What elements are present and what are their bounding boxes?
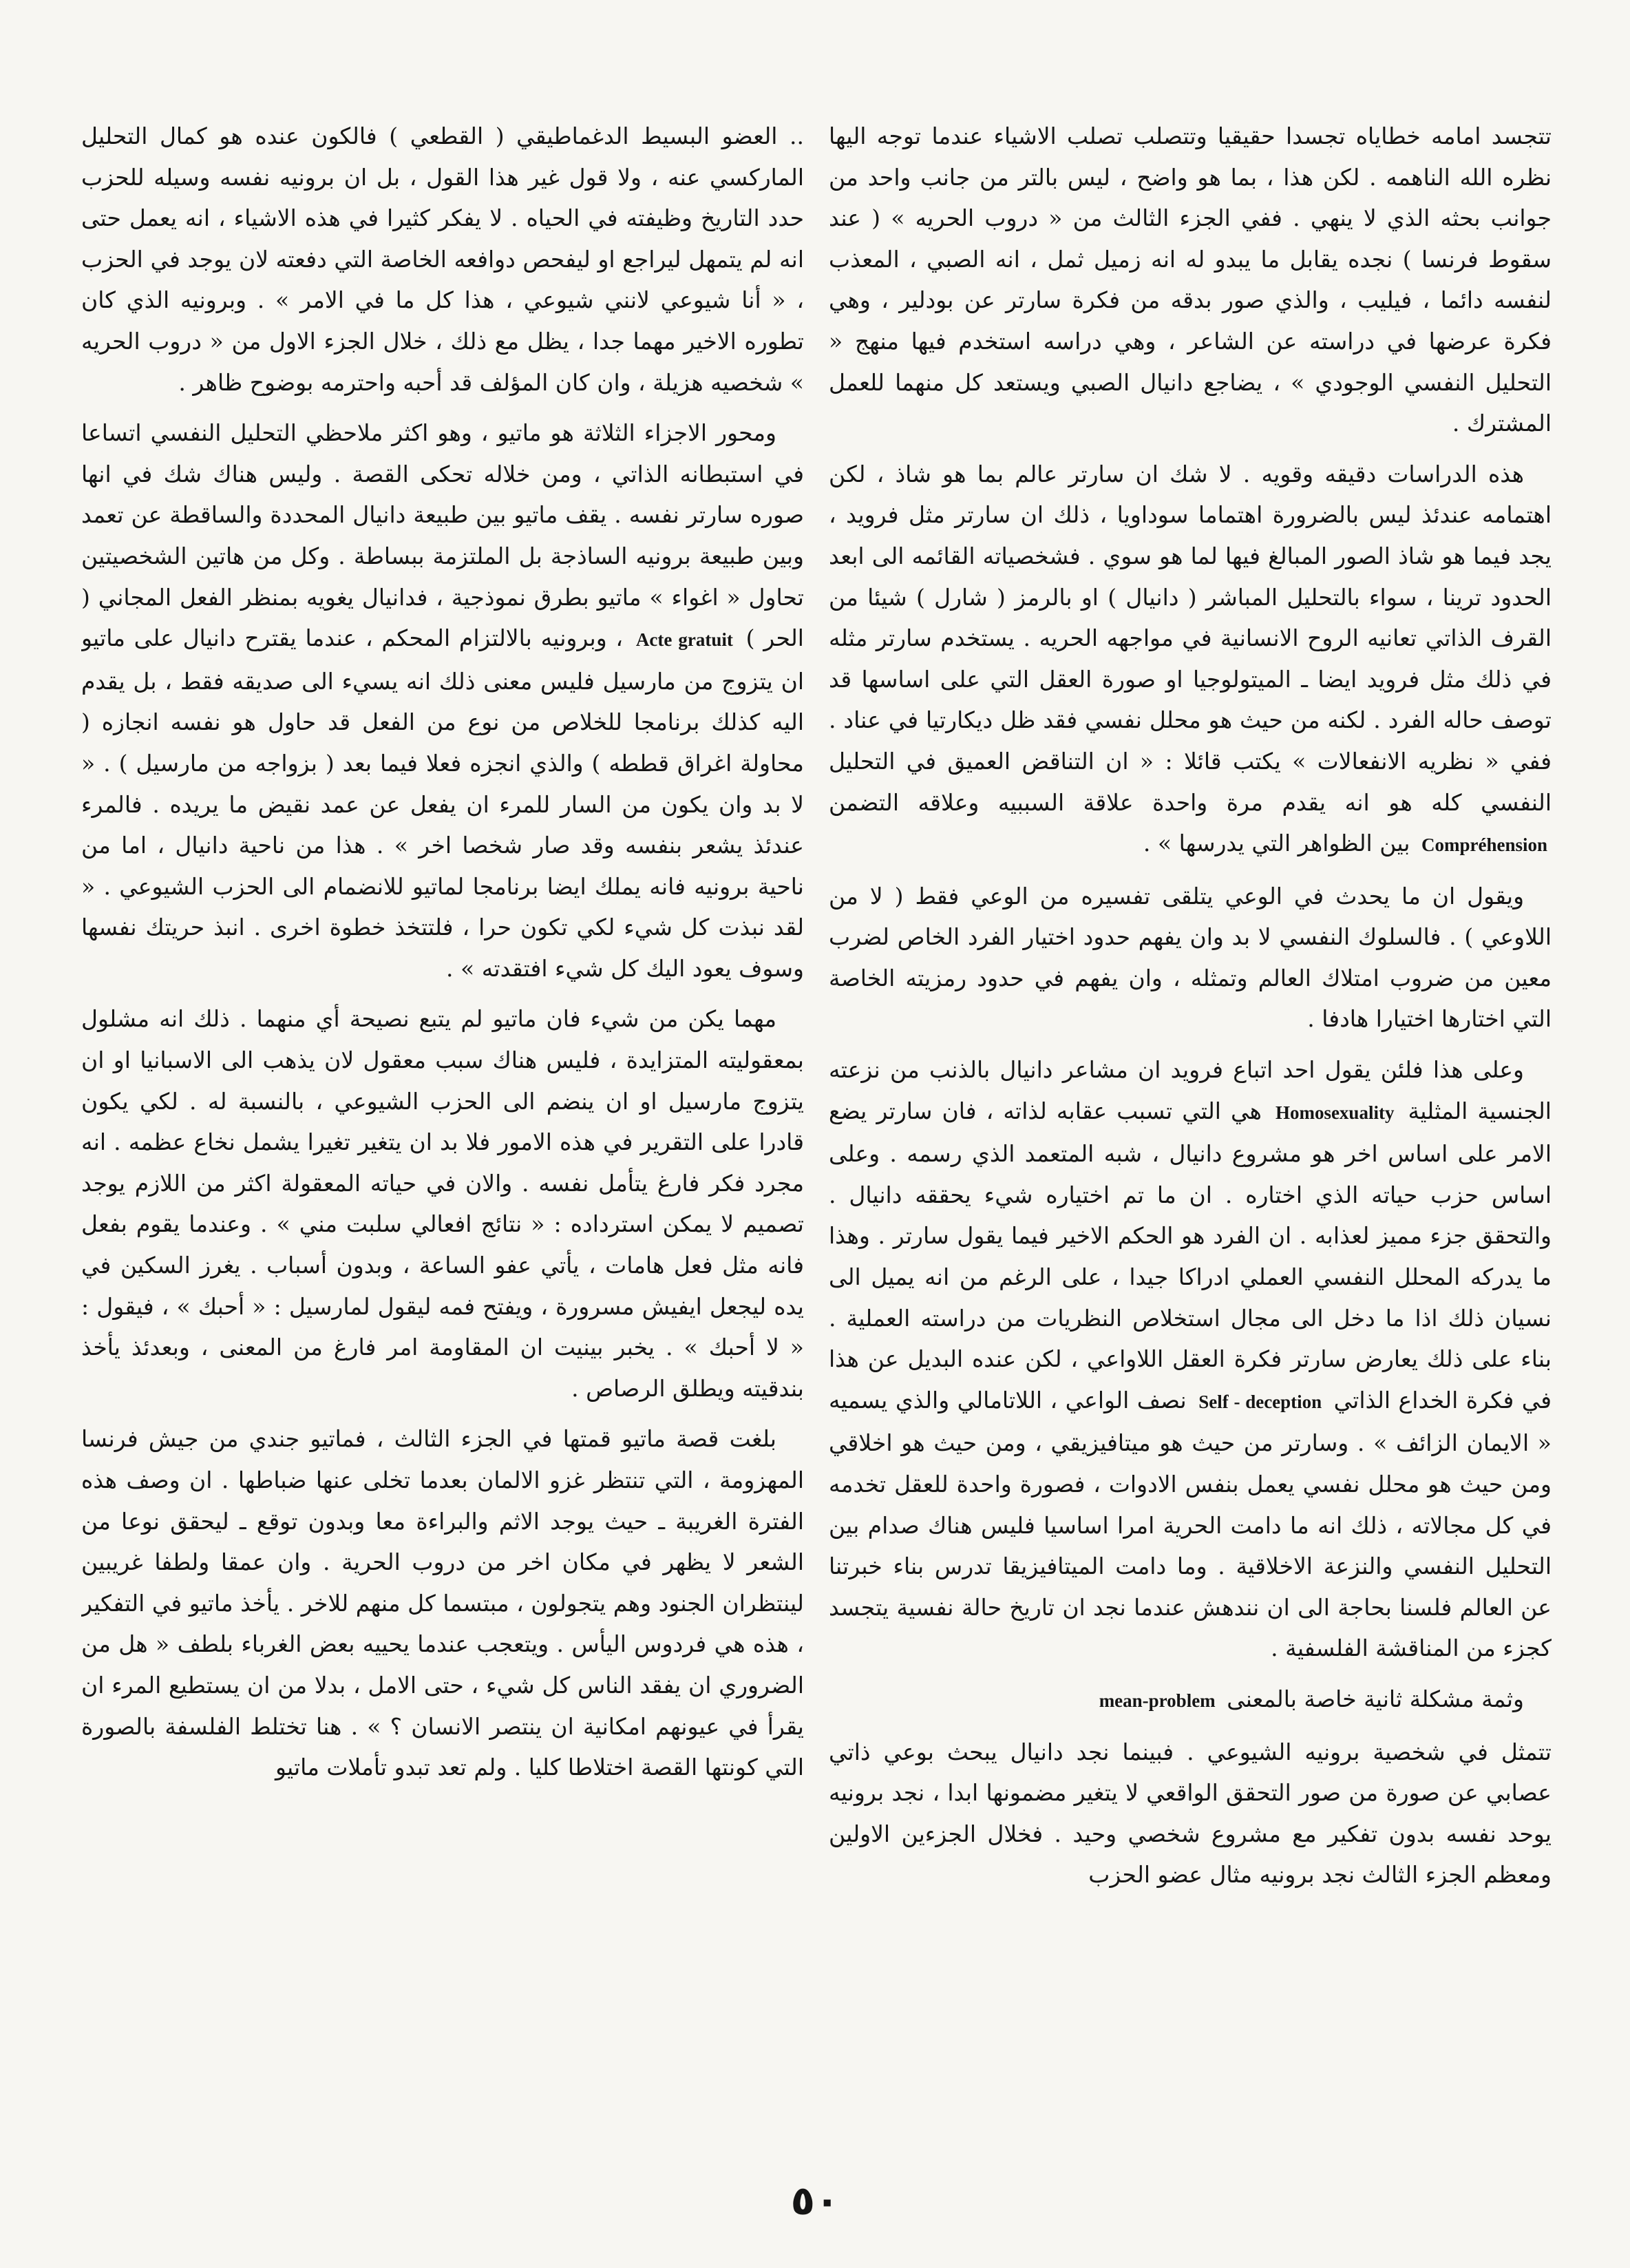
paragraph-text: وعلى هذا فلئن يقول احد اتباع فرويد ان مشاعر دانيال بالذنب من نزعته الجنسية المثلية [829,1056,1552,1124]
foreign-term: mean-problem [1099,1690,1216,1711]
foreign-term: Self - deception [1198,1391,1322,1412]
paragraph [829,1049,1552,1669]
left-column [81,116,804,2123]
paragraph: ويقول ان ما يحدث في الوعي يتلقى تفسيره من الوعي فقط ( لا من اللاوعي ) . فالسلوك النفسي لا بد وان يفهم حدود اختيار الفرد الخاص لضرب معين من ضروب امتلاك العالم وتمثله ، وان يفهم في حدود رمزيته الخاصة التي اختارها اختيارا هادفا . [829,882,1552,1033]
paragraph: تتجسد امامه خطاياه تجسدا حقيقيا وتتصلب تصلب الاشياء عندما توجه اليها نظره الله الناهمه . لكن هذا ، بما هو واضح ، ليس بالتر من جانب واحد من جوانب بحثه الذي لا ينهي . ففي الجزء الثالث من « دروب الحريه » ( عند سقوط فرنسا ) نجده يقابل ما يبدو له انه زميل ثمل ، انه الصبي ، المعذب لنفسه دائما ، فيليب ، والذي صور بدقه من فكرة سارتر عن بودلير ، وهي فكرة عرضها في دراسته عن الشاعر ، وهي دراسه استخدم فيها منهج « التحليل النفسي الوجودي » ، يضاجع دانيال الصبي ويستعد كل منهما للعمل المشترك . [829,123,1552,437]
foreign-term: Homosexuality [1275,1102,1395,1123]
paragraph: بلغت قصة ماتيو قمتها في الجزء الثالث ، فماتيو جندي من جيش فرنسا المهزومة ، التي تنتظر غزو الالمان بعدما تخلى عنها ضباطها . ان وصف هذه الفترة الغريبة ـ حيث يوجد الاثم والبراءة معا وبدون توقع ـ ليحقق نوعا من الشعر لا يظهر في مكان اخر من دروب الحرية . وان عمقا ولطفا غريبين لينتظران الجنود وهم يتجولون ، مبتسما كل منهم للاخر . يأخذ ماتيو في التفكير ، هذه هي فردوس اليأس . ويتعجب عندما يحييه بعض الغرباء بلطف « هل من الضروري ان يفقد الناس كل شيء ، حتى الامل ، بدلا من ان يستطيع المرء ان يقرأ في عيونهم امكانية ان ينتصر الانسان ؟ » . هنا تختلط الفلسفة بالصورة التي كونتها القصة اختلاطا كليا . ولم تعد تبدو تأملات ماتيو [81,1425,804,1781]
paragraph-text: ومحور الاجزاء الثلاثة هو ماتيو ، وهو اكثر ملاحظي التحليل النفسي اتساعا في استبطانه الذاتي ، ومن خلاله تحكى القصة . وليس هناك شك في انها صوره سارتر نفسه . يقف ماتيو بين طبيعة دانيال المحددة والساقطة عن تعمد وبين طبيعة برونيه الساذجة بل الملتزمة ببساطة . وكل من هاتين الشخصيتين تحاول « اغواء » ماتيو بطرق نموذجية ، فدانيال يغويه بمنظر الفعل المجاني ( الحر ) [81,419,804,652]
foreign-term: Acte gratuit [635,629,733,651]
paragraph [829,454,1552,866]
paragraph-text: نصف الواعي ، اللاتامالي والذي يسميه « الايمان الزائف » . وسارتر من حيث هو ميتافيزيقي ، ومن حيث هو اخلاقي ومن حيث هو محلل نفسي يعمل بنفس الادوات ، فصورة واحدة للعقل تخدمه في كل مجالاته ، ذلك انه ما دامت الحرية امرا اساسيا فليس هناك صدام بين التحليل النفسي والنزعة الاخلاقية . وما دامت الميتافيزيقا تدرس بناء خبرتنا عن العالم فلسنا بحاجة الى ان نندهش عندما نجد ان تاريخ حالة نفسية يتجسد كجزء من المناقشة الفلسفية . [829,1386,1552,1662]
paragraph-text: هذه الدراسات دقيقه وقويه . لا شك ان سارتر عالم بما هو شاذ ، لكن اهتمامه عندئذ ليس بالضرورة اهتماما سوداويا ، ذلك ان سارتر مثل فرويد ، يجد فيما هو شاذ الصور المبالغ فيها لما هو سوي . فشخصياته القائمه الى ابعد الحدود ترينا ، سواء بالتحليل المباشر ( دانيال ) او بالرمز ( شارل ) شيئا من القرف الذاتي تعانيه الروح الانسانية في مواجهه الحريه . يستخدم سارتر مثله في ذلك مثل فرويد ايضا ـ الميتولوجيا او صورة العقل التي على اساسها قد توصف حاله الفرد . لكنه من حيث هو محلل نفسي فقد ظل ديكارتيا في عناد . ففي « نظريه الانفعالات » يكتب قائلا : « ان التناقض العميق في التحليل النفسي كله هو انه يقدم مرة واحدة علاقة السببيه وعلاقه التضمن [829,460,1552,816]
paragraph [81,412,804,989]
paragraph: مهما يكن من شيء فان ماتيو لم يتبع نصيحة أي منهما . ذلك انه مشلول بمعقوليته المتزايدة ، فليس هناك سبب معقول لان يذهب الى الاسبانيا او ان يتزوج مارسيل او ان ينضم الى الحزب الشيوعي ، بالنسبة له . لكي يكون قادرا على التقرير في هذه الامور فلا بد ان يتغير تغيرا يشمل نخاع عظمه . انه مجرد فكر فارغ يتأمل نفسه . والان في حياته المعقولة اكثر من اللازم يوجد تصميم لا يمكن استرداده : « نتائج افعالي سلبت مني » . وعندما يقوم بفعل فانه مثل فعل هامات ، يأتي عفو الساعة ، وبدون أسباب . يغرز السكين في يده ليجعل ايفيش مسرورة ، ويفتح فمه ليقول لمارسيل : « أحبك » ، فيقول : « لا أحبك » . يخبر بينيت ان المقاومة امر فارغ من المعنى ، وبعدئذ يأخذ بندقيته ويطلق الرصاص . [81,1005,804,1402]
right-column [829,116,1552,2123]
paragraph: .. العضو البسيط الدغماطيقي ( القطعي ) فالكون عنده هو كمال التحليل الماركسي عنه ، ولا قول غير هذا القول ، بل ان برونيه نفسه وسيله للحزب حدد التاريخ وظيفته في الحياه . لا يفكر كثيرا في هذه الاشياء ، انه يعمل حتى انه لم يتمهل ليراجع او ليفحص دوافعه الخاصة التي دفعته لان يوجد في الحزب ، « أنا شيوعي لانني شيوعي ، هذا كل ما في الامر » . وبرونيه الذي كان تطوره الاخير مهما جدا ، يظل مع ذلك ، خلال الجزء الاول من « دروب الحريه » شخصيه هزيلة ، وان كان المؤلف قد أحبه واحترمه بوضوح ظاهر . [81,123,804,396]
paragraph-text: ، وبرونيه بالالتزام المحكم ، عندما يقترح دانيال على ماتيو ان يتزوج من مارسيل فليس معنى ذلك انه يسيء الى صديقه فقط ، بل يقدم اليه كذلك برنامجا للخلاص من نوع من الفعل قد حاول هو نفسه انجازه ( محاولة اغراق قططه ) والذي انجزه فعلا فيما بعد ( بزواجه من مارسيل ) . « لا بد وان يكون من السار للمرء ان يفعل عن عمد نقيض ما يريده . فالمرء عندئذ يشعر بنفسه وقد صار شخصا اخر » . هذا من ناحية دانيال ، اما من ناحية برونيه فانه يملك ايضا برنامجا لماتيو للانضمام الى الحزب الشيوعي . « لقد نبذت كل شيء لكي تكون حرا ، فلتتخذ خطوة اخرى . انبذ حريتك نفسها وسوف يعود اليك كل شيء افتقدته » . [81,624,804,982]
page-number: ٥٠ [790,2177,840,2224]
paragraph-text: وثمة مشكلة ثانية خاصة بالمعنى [1227,1685,1524,1712]
paragraph-text: بين الظواهر التي يدرسها » . [1143,830,1410,857]
paragraph [829,1679,1552,1722]
paragraph: تتمثل في شخصية برونيه الشيوعي . فبينما نجد دانيال يبحث بوعي ذاتي عصابي عن صورة من صور التحقق الواقعي لا يتغير مضمونها ابدا ، نجد برونيه يوحد نفسه بدون تفكير مع مشروع شخصي وحيد . فخلال الجزءين الاولين ومعظم الجزء الثالث نجد برونيه مثال عضو الحزب [829,1738,1552,1889]
foreign-term: Compréhension [1421,834,1547,856]
paragraph-text: هي التي تسبب عقابه لذاته ، فان سارتر يضع الامر على اساس اخر هو مشروع دانيال ، شبه المتعمد الذي رسمه . وعلى اساس حزب حياته الذي اختاره . ان ما تم اختياره شيء يحققه دانيال . والتحقق جزء مميز لعذابه . ان الفرد هو الحكم الاخير فيما يقول سارتر . وهذا ما يدركه المحلل النفسي العملي ادراكا جيدا ، على الرغم من انه يميل الى نسيان ذلك اذا ما دخل الى مجال استخلاص النظريات من دراسته العملية . بناء على ذلك يعارض سارتر فكرة العقل اللاواعي ، لكن عنده البديل عن هذا في فكرة الخداع الذاتي [829,1097,1552,1414]
